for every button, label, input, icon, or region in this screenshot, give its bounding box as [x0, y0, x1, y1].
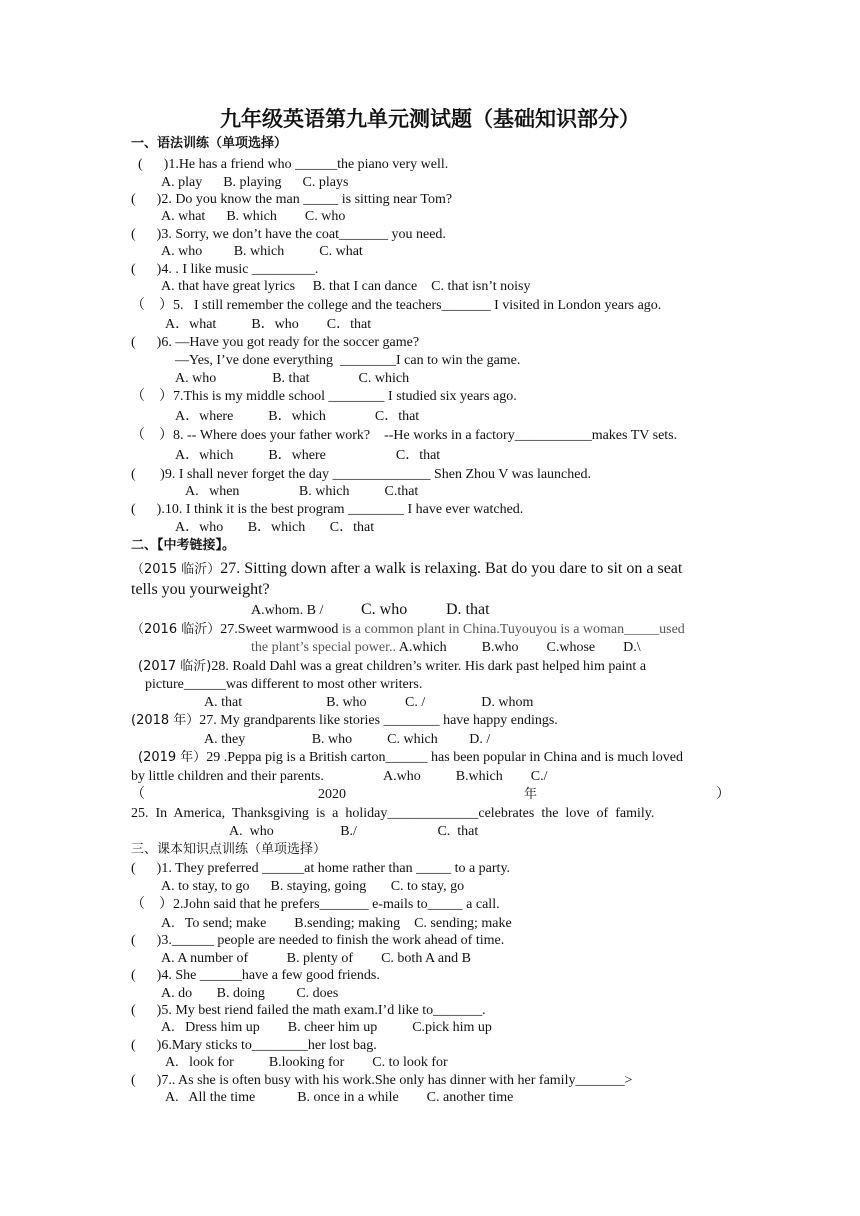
- question-3-1: ( )1. They preferred ______at home rather than _____ to a party.: [131, 861, 511, 876]
- options-3-6: A. look for B.looking for C. to look for: [165, 1055, 448, 1070]
- options-1-1: A. play B. playing C. plays: [161, 175, 349, 190]
- question-2016-line2-text: the plant’s special power..: [251, 640, 397, 655]
- options-1-10: A．who B．which C．that: [175, 520, 375, 535]
- year-label-2020: 2020: [318, 787, 346, 802]
- options-3-7: A. All the time B. once in a while C. another time: [165, 1090, 514, 1105]
- options-2018: A. they B. who C. which D. /: [204, 732, 491, 747]
- year-label-2017: (2017 临沂): [138, 659, 212, 674]
- options-3-4: A. do B. doing C. does: [161, 986, 339, 1001]
- question-3-2: （ ）2.John said that he prefers_______ e-mails to_____ a call.: [131, 897, 500, 912]
- options-1-6: A. who B. that C. which: [175, 371, 410, 386]
- options-1-7: A．where B．which C．that: [175, 409, 420, 424]
- exam-link-2015: [131, 559, 682, 579]
- question-2020-text: 25. In America, Thanksgiving is a holiday_____________celebrates the love of family.: [131, 806, 655, 821]
- year-nian-2020: 年: [524, 787, 538, 802]
- section-2-heading: 二、【中考链接】。: [131, 538, 236, 553]
- options-1-9: A. when B. which C.that: [185, 484, 419, 499]
- exam-link-2019: [138, 749, 683, 766]
- question-1-3: ( )3. Sorry, we don’t have the coat_______ you need.: [131, 227, 446, 242]
- options-3-2: A. To send; make B.sending; making C. sending; make: [161, 916, 512, 931]
- question-3-5: ( )5. My best riend failed the math exam.I’d like to_______.: [131, 1003, 486, 1018]
- options-1-4: A. that have great lyrics B. that I can dance C. that isn’t noisy: [161, 279, 531, 294]
- question-1-8: （ ）8. -- Where does your father work? --He works in a factory___________makes TV sets.: [131, 428, 678, 443]
- question-2015-line2: tells you yourweight?: [131, 581, 270, 598]
- exam-link-2017: [138, 658, 646, 675]
- question-3-7: ( )7.. As she is often busy with his work.She only has dinner with her family_______>: [131, 1073, 633, 1088]
- question-2018-text: 27. My grandparents like stories ________ have happy endings.: [199, 713, 558, 728]
- year-label-2015: （2015 临沂）: [131, 562, 221, 577]
- options-1-5: A．what B．who C．that: [165, 317, 372, 332]
- options-2019: A.who B.which C./: [383, 769, 548, 784]
- options-2015-ab: A.whom. B /: [251, 603, 324, 618]
- exam-link-2016: [131, 621, 685, 638]
- year-label-2019: (2019 年）: [138, 750, 207, 765]
- options-3-5: A. Dress him up B. cheer him up C.pick him up: [161, 1020, 492, 1035]
- options-2020: A. who B./ C. that: [229, 824, 479, 839]
- options-2015-d: D. that: [446, 601, 490, 618]
- year-label-2018: (2018 年）: [131, 713, 200, 728]
- question-2017-line2: picture______was different to most other writers.: [145, 677, 423, 692]
- question-1-5: （ ）5. I still remember the college and the teachers_______ I visited in London years ago.: [131, 298, 662, 313]
- question-1-7: （ ）7.This is my middle school ________ I studied six years ago.: [131, 389, 517, 404]
- question-1-4: ( )4. . I like music _________.: [131, 262, 319, 277]
- options-3-1: A. to stay, to go B. staying, going C. to stay, go: [161, 879, 465, 894]
- question-3-6: ( )6.Mary sticks to________her lost bag.: [131, 1038, 377, 1053]
- options-3-3: A. A number of B. plenty of C. both A and B: [161, 951, 471, 966]
- year-close-paren-2020: ）: [716, 787, 730, 802]
- question-1-6: ( )6. —Have you got ready for the soccer game?: [131, 335, 420, 350]
- question-1-2: ( )2. Do you know the man _____ is sitting near Tom?: [131, 192, 453, 207]
- question-1-1: ( )1.He has a friend who ______the piano very well.: [138, 157, 449, 172]
- question-3-4: ( )4. She ______have a few good friends.: [131, 968, 380, 983]
- question-2016-text-a: 27.Sweet warmwood: [220, 622, 339, 637]
- options-2016: A.which B.who C.whose D.\: [396, 640, 641, 655]
- year-label-2016: （2016 临沂）: [131, 622, 221, 637]
- question-2016-text-b: is a common plant in China.Tuyouyou is a woman_____used: [338, 622, 685, 637]
- question-2019-line2: by little children and their parents.: [131, 769, 324, 784]
- options-1-2: A. what B. which C. who: [161, 209, 346, 224]
- options-2017: A. that B. who C. / D. whom: [204, 695, 534, 710]
- question-1-9: ( )9. I shall never forget the day ______________ Shen Zhou V was launched.: [131, 467, 591, 482]
- page-title: 九年级英语第九单元测试题（基础知识部分）: [220, 107, 640, 131]
- exam-link-2018: [131, 712, 558, 729]
- question-2015-text: 27. Sitting down after a walk is relaxing. Bat do you dare to sit on a seat: [220, 560, 683, 577]
- question-2019-text: 29 .Peppa pig is a British carton______ has been popular in China and is much loved: [206, 750, 683, 765]
- section-1-heading: 一、语法训练（单项选择）: [131, 136, 288, 151]
- question-2017-text: 28. Roald Dahl was a great children’s writer. His dark past helped him paint a: [211, 659, 647, 674]
- question-1-10: ( ).10. I think it is the best program ________ I have ever watched.: [131, 502, 524, 517]
- year-open-paren-2020: （: [131, 787, 145, 802]
- options-2015-c: C. who: [361, 601, 408, 618]
- question-1-6-reply: —Yes, I’ve done everything ________I can to win the game.: [175, 353, 521, 368]
- question-3-3: ( )3.______ people are needed to finish the work ahead of time.: [131, 933, 505, 948]
- section-3-heading: 三、课本知识点训练（单项选择）: [131, 842, 327, 857]
- options-1-8: A．which B．where C．that: [175, 448, 441, 463]
- question-2016-line2: [251, 639, 641, 656]
- options-1-3: A. who B. which C. what: [161, 244, 363, 259]
